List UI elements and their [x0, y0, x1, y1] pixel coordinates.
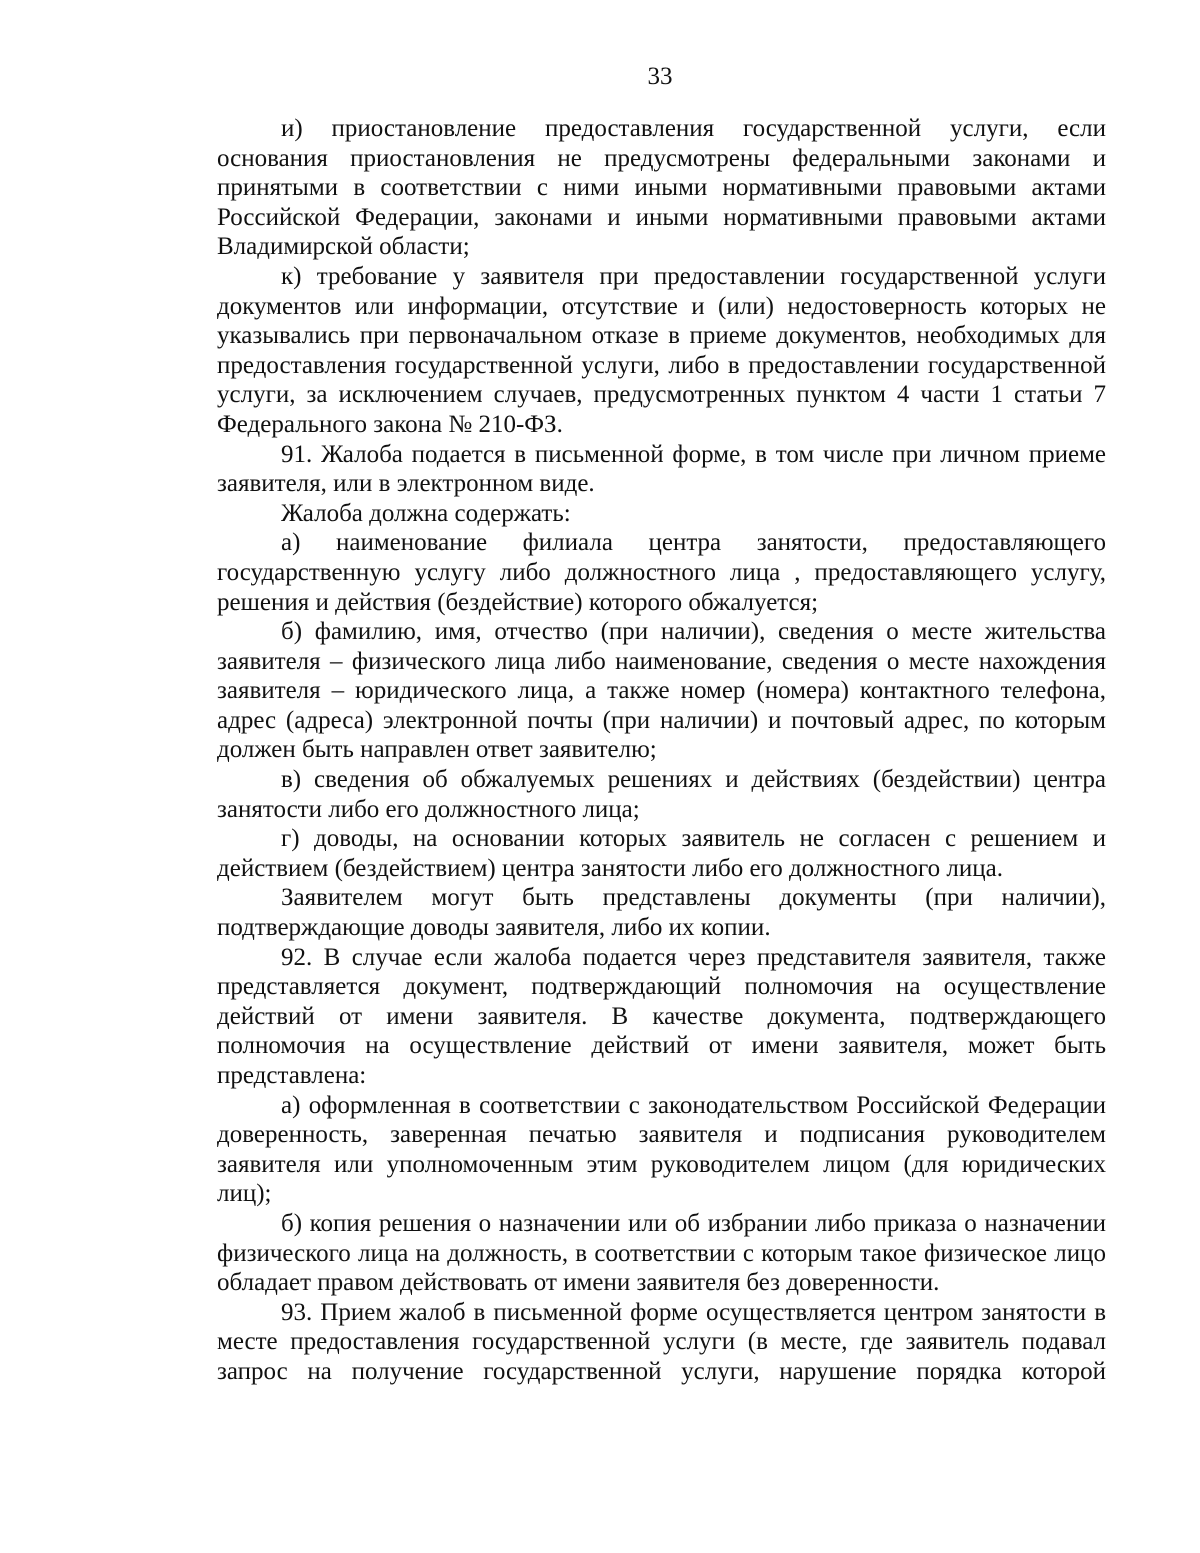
- paragraph-v-appealed-decisions: в) сведения об обжалуемых решениях и действиях (бездействии) центра занятости либо его должностного лица;: [217, 766, 1106, 823]
- paragraph-complaint-contents: Жалоба должна содержать:: [281, 499, 571, 527]
- paragraph-a-power-of-attorney: а) оформленная в соответствии с законодательством Российской Федерации доверенность, заверенная печатью заявителя и подписания руководителем заявителя или уполномоченным этим руководителем лицом (для юридических лиц);: [217, 1091, 1106, 1208]
- paragraph-92-representative: 92. В случае если жалоба подается через представителя заявителя, также представляется документ, подтверждающий полномочия на осуществление действий от имени заявителя. В качестве документа, подтверждающего полномочия на осуществление действий от имени заявителя, может быть представлена:: [217, 943, 1106, 1089]
- paragraph-91-complaint-form: 91. Жалоба подается в письменной форме, в том числе при личном приеме заявителя, или в электронном виде.: [217, 440, 1106, 498]
- paragraph-k-requirement: к) требование у заявителя при предоставлении государственной услуги документов или информации, отсутствие и (или) недостоверность которых не указывались при первоначальном отказе в приеме документов, необходимых для предоставления государственной услуги, либо в предоставлении государственной услуги, за исключением случаев, предусмотренных пунктом 4 части 1 статьи 7 Федерального закона № 210-ФЗ.: [217, 262, 1106, 438]
- paragraph-supporting-documents: Заявителем могут быть представлены документы (при наличии), подтверждающие доводы заявителя, либо их копии.: [217, 884, 1106, 942]
- paragraph-a-branch-name: а) наименование филиала центра занятости, предоставляющего государственную услугу либо должностного лица , предоставляющего услугу, решения и действия (бездействие) которого обжалуется;: [217, 529, 1106, 616]
- page-number: 33: [647, 63, 673, 90]
- paragraph-93-written-complaints: 93. Прием жалоб в письменной форме осуществляется центром занятости в месте предоставления государственной услуги (в месте, где заявитель подавал запрос на получение государственной услуги, нарушение порядка которой: [217, 1298, 1106, 1385]
- paragraph-i-suspension: и) приостановление предоставления государственной услуги, если основания приостановления не предусмотрены федеральными законами и принятыми в соответствии с ними иными нормативными правовыми актами Российской Федерации, законами и иными нормативными правовыми актами Владимирской области;: [217, 115, 1106, 261]
- paragraph-g-arguments: г) доводы, на основании которых заявитель не согласен с решением и действием (бездействием) центра занятости либо его должностного лица.: [217, 825, 1106, 882]
- document-body: [217, 114, 1106, 1387]
- paragraph-b-applicant-details: б) фамилию, имя, отчество (при наличии), сведения о месте жительства заявителя – физического лица либо наименование, сведения о месте нахождения заявителя – юридического лица, а также номер (номера) контактного телефона, адрес (адреса) электронной почты (при наличии) и почтовый адрес, по которым должен быть направлен ответ заявителю;: [217, 618, 1106, 764]
- paragraph-b-appointment-copy: б) копия решения о назначении или об избрании либо приказа о назначении физического лица на должность, в соответствии с которым такое физическое лицо обладает правом действовать от имени заявителя без доверенности.: [217, 1209, 1106, 1297]
